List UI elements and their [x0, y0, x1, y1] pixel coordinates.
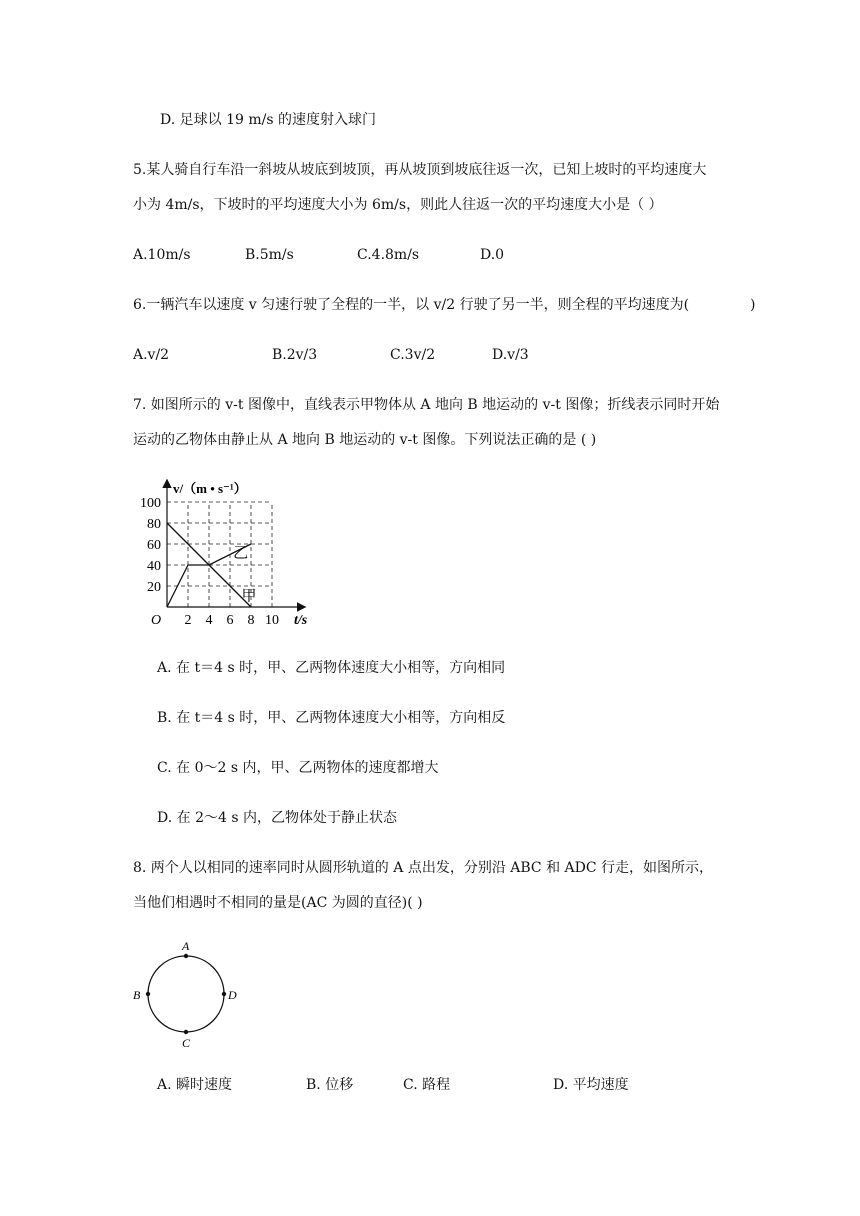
y-axis-label: v/（m • s⁻¹） — [173, 481, 247, 496]
q8-option-a: A. 瞬时速度 — [157, 1077, 233, 1093]
q8-line-1: 8. 两个人以相同的速率同时从圆形轨道的 A 点出发，分别沿 ABC 和 ADC 行走，如图所示， — [133, 860, 714, 876]
y-tick-100: 100 — [140, 496, 161, 511]
q5-option-b: B.5m/s — [245, 247, 294, 263]
q7-line-1: 7. 如图所示的 v-t 图像中，直线表示甲物体从 A 地向 B 地运动的 v-t 图像；折线表示同时开始 — [133, 397, 720, 413]
q7-option-c: C. 在 0～2 s 内，甲、乙两物体的速度都增大 — [157, 760, 439, 776]
label-d: D — [228, 988, 237, 1002]
x-axis-label: t/s — [294, 613, 308, 628]
point-a — [184, 954, 188, 958]
x-tick-6: 6 — [226, 613, 234, 628]
q5-option-a: A.10m/s — [133, 247, 191, 263]
series-label-jia: 甲 — [241, 588, 257, 605]
q5-line-2: 小为 4m/s，下坡时的平均速度大小为 6m/s，则此人往返一次的平均速度大小是（ ） — [133, 197, 663, 213]
q8-option-c: C. 路程 — [403, 1077, 451, 1093]
q8-line-2: 当他们相遇时不相同的量是(AC 为圆的直径)( ) — [133, 895, 423, 911]
x-tick-2: 2 — [184, 613, 192, 628]
x-tick-4: 4 — [205, 613, 213, 628]
y-tick-60: 60 — [147, 538, 161, 553]
y-tick-80: 80 — [147, 517, 161, 532]
x-tick-8: 8 — [247, 613, 255, 628]
q6-line-1: 6.一辆汽车以速度 v 匀速行驶了全程的一半，以 v/2 行驶了另一半，则全程的平均速度为( — [133, 297, 690, 313]
circle-track-diagram — [125, 935, 255, 1055]
x-tick-10: 10 — [265, 613, 279, 628]
label-c: C — [182, 1036, 191, 1050]
q5-option-c: C.4.8m/s — [357, 247, 420, 263]
point-b — [146, 992, 150, 996]
q8-option-b: B. 位移 — [306, 1077, 354, 1093]
point-d — [222, 992, 226, 996]
label-b: B — [133, 988, 141, 1002]
label-a: A — [182, 939, 190, 953]
y-tick-40: 40 — [147, 559, 161, 574]
q7-option-a: A. 在 t＝4 s 时，甲、乙两物体速度大小相等，方向相同 — [157, 660, 506, 676]
point-c — [184, 1030, 188, 1034]
q4-option-d: D. 足球以 19 m/s 的速度射入球门 — [160, 112, 376, 128]
q6-option-a: A.v/2 — [133, 347, 170, 363]
q6-option-c: C.3v/2 — [390, 347, 436, 363]
q5-option-d: D.0 — [480, 247, 505, 263]
q8-option-d: D. 平均速度 — [553, 1077, 629, 1093]
q6-option-d: D.v/3 — [492, 347, 529, 363]
q7-option-d: D. 在 2～4 s 内，乙物体处于静止状态 — [157, 810, 397, 826]
circle-track — [148, 956, 224, 1032]
y-tick-20: 20 — [147, 580, 161, 595]
q5-line-1: 5.某人骑自行车沿一斜坡从坡底到坡顶，再从坡顶到坡底往返一次，已知上坡时的平均速度大 — [133, 162, 707, 178]
q6-option-b: B.2v/3 — [272, 347, 318, 363]
series-label-yi: 乙 — [233, 545, 249, 562]
q7-line-2: 运动的乙物体由静止从 A 地向 B 地运动的 v-t 图像。下列说法正确的是 ( ) — [133, 432, 597, 448]
origin-label: O — [151, 613, 162, 628]
q6-paren-close: ) — [750, 297, 756, 313]
q7-option-b: B. 在 t＝4 s 时，甲、乙两物体速度大小相等，方向相反 — [157, 710, 506, 726]
vt-chart — [125, 475, 325, 635]
